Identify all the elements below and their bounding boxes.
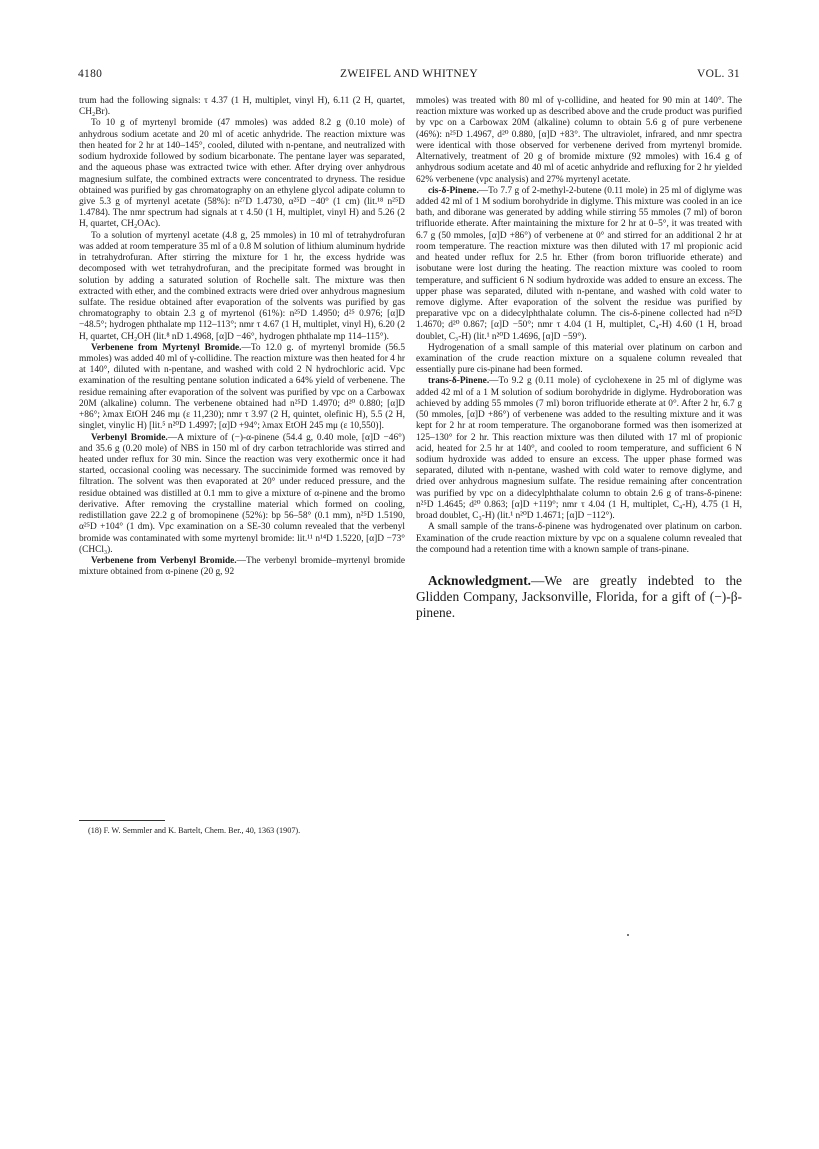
page-number: 4180 [78,68,103,80]
section-heading: cis-δ-Pinene. [428,185,479,196]
left-column [79,96,405,578]
paragraph: Verbenyl Bromide.—A mixture of (−)-α-pinene (54.4 g, 0.40 mole, [α]D −46°) and 35.6 g (0.20 mole) of NBS in 150 ml of dry carbon tetrachloride was stirred and heated under reflux for 30 min. Since the reaction was very exothermic once it had started, occasional cooling was necessary. The succinimide formed was removed by filtration. The solvent was then evaporated at 20° under reduced pressure, and the residue obtained was distilled at 0.1 mm to give a mixture of α-pinene and the bromo derivative. After removing the crystalline material which formed on cooling, redistillation gave 22.2 g of bromopinene (52%): bp 56–58° (0.1 mm), n²⁵D 1.5190, α²⁵D +104° (1 dm). Vpc examination on a SE-30 column revealed that the verbenyl bromide was contaminated with some myrtenyl bromide: lit.¹¹ n¹⁴D 1.5220, [α]D −73° (CHCl₃). [79,432,405,555]
running-title: ZWEIFEL AND WHITNEY [340,68,478,80]
scan-speck [627,934,629,936]
paragraph: trum had the following signals: τ 4.37 (1 H, multiplet, vinyl H), 6.11 (2 H, quartet, CH₂Br). [79,96,405,118]
paragraph: To 10 g of myrtenyl bromide (47 mmoles) was added 8.2 g (0.10 mole) of anhydrous sodium acetate and 20 ml of acetic anhydride. The reaction mixture was then heated for 2 hr at 140–145°, cooled, diluted with n-pentane, and neutralized with sodium hydroxide followed by sodium bicarbonate. The pentane layer was separated, and the aqueous phase was extracted twice with ether. After drying over anhydrous magnesium sulfate, the combined extracts were concentrated to dryness. The residue obtained was purified by gas chromatography on an ethylene glycol adipate column to give 5.3 g of myrtenyl acetate (58%): n²⁷D 1.4730, α²⁵D −40° (1 cm) (lit.¹⁸ n²⁵D 1.4784). The nmr spectrum had signals at τ 4.50 (1 H, multiplet, vinyl H) and 5.26 (2 H, quartet, CH₂OAc). [79,118,405,230]
acknowledgment-heading: Acknowledgment. [428,572,532,588]
paragraph: To a solution of myrtenyl acetate (4.8 g, 25 mmoles) in 10 ml of tetrahydrofuran was added at room temperature 35 ml of a 0.8 M solution of lithium aluminum hydride in tetrahydrofuran. After stirring the mixture for 1 hr, the excess hydride was decomposed with wet tetrahydrofuran, and the precipitate formed was brought in solution by adding a saturated solution of Rochelle salt. The mixture was then extracted with ether, and the combined extracts were dried over anhydrous magnesium sulfate. The residue obtained after evaporation of the solvents was purified by gas chromatography to obtain 2.3 g of myrtenol (61%): n²⁵D 1.4950; d²⁵ 0.976; [α]D −48.5°; hydrogen phthalate mp 112–113°; nmr τ 4.67 (1 H, multiplet, vinyl H), 6.20 (2 H, quartet, CH₂OH (lit.⁸ nD 1.4968, [α]D −46°, hydrogen phthalate mp 114–115°). [79,230,405,342]
paragraph: Verbenene from Myrtenyl Bromide.—To 12.0 g. of myrtenyl bromide (56.5 mmoles) was added 40 ml of γ-collidine. The reaction mixture was then heated for 4 hr at 140°, diluted with n-pentane, and washed with cold 2 N hydrochloric acid. Vpc examination of the resulting pentane solution indicated a 64% yield of verbenene. The residue remaining after evaporation of the solvent was purified by vpc on a Carbowax 20M (alkaline) column. The verbenene obtained had n²⁵D 1.4970; d²⁰ 0.880; [α]D +86°; λmax EtOH 246 mμ (ε 11,230); nmr τ 3.97 (2 H, quintet, olefinic H), 5.5 (2 H, singlet, vinylic H) [lit.⁵ n²⁰D 1.4997; [α]D +94°; λmax EtOH 245 mμ (ε 10,550)]. [79,342,405,432]
running-header [78,68,740,84]
paragraph: mmoles) was treated with 80 ml of γ-collidine, and heated for 90 min at 140°. The reaction mixture was worked up as described above and the crude product was purified by vpc on a Carbowax 20M (alkaline) column to obtain 5.6 g of pure verbenene (46%): n²⁵D 1.4967, d²⁰ 0.880, [α]D +83°. The ultraviolet, infrared, and nmr spectra were identical with those observed for verbenene derived from myrtenyl bromide. Alternatively, treatment of 20 g of bromide mixture (92 mmoles) with 16.4 g of anhydrous sodium acetate and 40 ml of acetic anhydride and refluxing for 2 hr yielded 62% verbenene (vpc analysis) and 27% myrtenyl acetate. [416,96,742,185]
footnote-divider [79,820,165,821]
paragraph: A small sample of the trans-δ-pinene was hydrogenated over platinum on carbon. Examination of the crude reaction mixture by vpc on a squalene column revealed that the compound had a retention time with a known sample of trans-pinane. [416,522,742,555]
section-heading: trans-δ-Pinene. [428,376,490,387]
section-heading: Verbenene from Myrtenyl Bromide. [91,342,242,353]
paragraph: cis-δ-Pinene.—To 7.7 g of 2-methyl-2-butene (0.11 mole) in 25 ml of diglyme was added 42 ml of 1 M sodium borohydride in diglyme. This mixture was cooled in an ice bath, and diborane was generated by adding while stirring 55 mmoles (7 ml) of boron trifluoride etherate. After maintaining the mixture for 2 hr at 0–5°, it was treated with 6.7 g (50 mmoles, [α]D +86°) of verbenene at 0° and stirred for an additional 2 hr at room temperature. The reaction mixture was then diluted with 17 ml propionic acid and heated under reflux for 2.5 hr. Ether (from boron trifluoride etherate) and isobutane were lost during the heating. The reaction mixture was cooled to room temperature, and sufficient 6 N sodium hydroxide was added to ensure an excess. The upper phase was separated, diluted with n-pentane, and washed with cold water to remove diglyme. After evaporation of the solvent the residue was purified by preparative vpc on a didecylphthalate column. The cis-δ-pinene collected had n²⁵D 1.4670; d²⁰ 0.867; [α]D −50°; nmr τ 4.04 (1 H, multiplet, C₄-H) 4.60 (1 H, broad doublet, C₃-H) (lit.¹ n²⁰D 1.4696, [α]D −59°). [416,185,742,342]
right-column [416,96,742,621]
section-heading: Verbenene from Verbenyl Bromide. [91,555,237,566]
paragraph: Verbenene from Verbenyl Bromide.—The verbenyl bromide–myrtenyl bromide mixture obtained from α-pinene (20 g, 92 [79,555,405,578]
paragraph: Hydrogenation of a small sample of this material over platinum on carbon and examination of the crude reaction mixture on a squalene column revealed that essentially pure cis-pinane had been formed. [416,342,742,376]
acknowledgment: Acknowledgment.—We are greatly indebted to the Glidden Company, Jacksonville, Florida, for a gift of (−)-β-pinene. [416,572,742,620]
section-heading: Verbenyl Bromide. [91,432,168,443]
footnote: (18) F. W. Semmler and K. Bartelt, Chem. Ber., 40, 1363 (1907). [88,826,301,835]
paragraph: trans-δ-Pinene.—To 9.2 g (0.11 mole) of cyclohexene in 25 ml of diglyme was added 42 ml of a 1 M solution of sodium borohydride in diglyme. Hydroboration was achieved by adding 55 mmoles (7 ml) boron trifluoride etherate at 0°. After 2 hr, 6.7 g (50 mmoles, [α]D +86°) of verbenene was added to the resulting mixture and it was kept for 2 hr at room temperature. The organoborane formed was then isomerized at 125–130° for 2 hr. This reaction mixture was then diluted with 17 ml of propionic acid, heated for 2.5 hr at 140°, and cooled to room temperature, and sufficient 6 N sodium hydroxide was added to ensure an excess. The upper phase formed was separated, diluted with n-pentane, washed with cold water to remove diglyme, and dried over anhydrous magnesium sulfate. The residue remaining after concentration was purified by vpc on a didecylphthalate column to obtain 2.6 g of trans-δ-pinene: n²⁵D 1.4645; d²⁰ 0.863; [α]D +119°; nmr τ 4.04 (1 H, multiplet, C₄-H), 4.75 (1 H, broad doublet, C₃-H) (lit.¹ n²⁰D 1.4671; [α]D −112°). [416,376,742,522]
volume-label: VOL. 31 [697,68,740,80]
